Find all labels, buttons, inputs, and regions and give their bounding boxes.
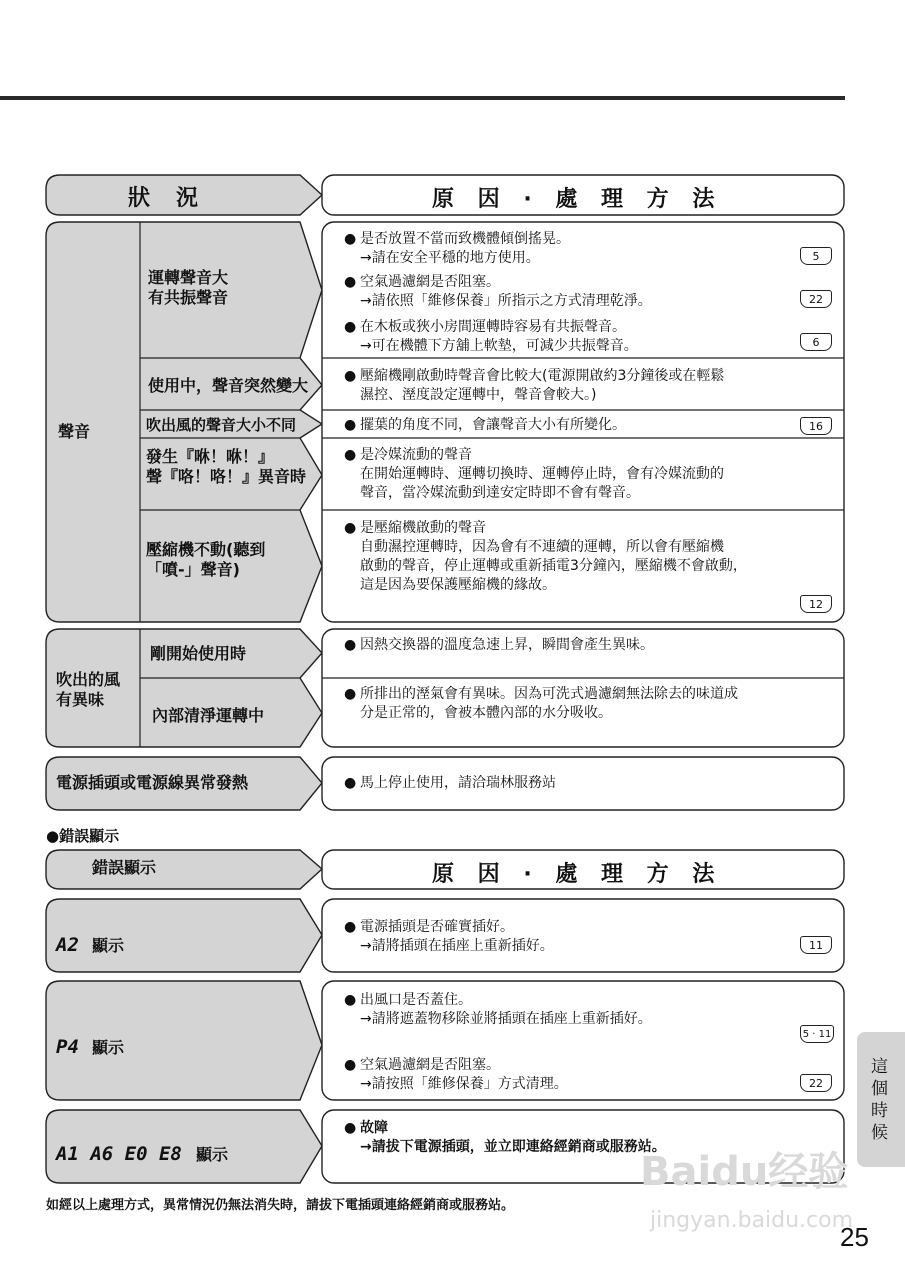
error-code: A1 A6 E0 E8: [56, 1143, 182, 1165]
t2-a2-shape: [46, 899, 322, 972]
bullet-dot: ●: [344, 417, 357, 433]
error-suffix: 顯示: [92, 936, 125, 955]
bullet-dot: ●: [344, 368, 357, 384]
cause-text: 是冷媒流動的聲音 在開始運轉時、運轉切換時、運轉停止時，會有冷媒流動的 聲音，當冷媒流動到達安定時即不會有聲音。: [360, 447, 724, 501]
t2-p4-shape: [46, 981, 322, 1100]
header-right-title: 原 因 · 處 理 方 法: [432, 187, 723, 212]
t2-header-left-shape: [46, 850, 322, 889]
cause-text: 擺葉的角度不同，會讓聲音大小有所變化。: [360, 417, 626, 433]
bullet-dot: ●: [344, 1057, 357, 1073]
cause-text: 是壓縮機啟動的聲音 自動濕控運轉時，因為會有不連續的運轉，所以會有壓縮機 啟動的聲音，停止運轉或重新插電3分鐘內，壓縮機不會啟動， 這是因為要保護壓縮機的緣故。: [360, 520, 747, 593]
cause-text: 是否放置不當而致機體傾倒搖晃。 →請在安全平穩的地方使用。: [360, 231, 570, 266]
heat-label: 電源插頭或電源線異常發熱: [56, 773, 249, 792]
cause-text: 故障 →請拔下電源插頭，並立即連絡經銷商或服務站。: [360, 1120, 666, 1155]
page-ref-book-icon: 12: [800, 595, 832, 613]
row-label: 剛開始使用時: [150, 644, 247, 663]
side-tab-label: 這個時候: [871, 1057, 888, 1143]
cause-text: 出風口是否蓋住。 →請將遮蓋物移除並將插頭在插座上重新插好。: [360, 992, 652, 1027]
side-tab[interactable]: [857, 1032, 905, 1167]
error-code: P4: [56, 1036, 79, 1058]
cause-text: 空氣過濾網是否阻塞。 →請依照「維修保養」所指示之方式清理乾淨。: [360, 274, 652, 309]
watermark-url: jingyan.baidu.com: [650, 1208, 854, 1233]
page-ref-book-icon: 22: [800, 1074, 832, 1092]
page-ref-book-icon: 22: [800, 290, 832, 308]
t2-header-left-title: 錯誤顯示: [92, 858, 157, 877]
page-ref-book-icon: 11: [800, 936, 832, 954]
bullet-dot: ●: [344, 319, 357, 335]
page-ref-book-icon: 6: [800, 333, 832, 351]
cause-text: 空氣過濾網是否阻塞。 →請按照「維修保養」方式清理。: [360, 1057, 568, 1092]
bullet-dot: ●: [344, 447, 357, 463]
row-label: 使用中，聲音突然變大: [148, 376, 309, 395]
page-number: 25: [840, 1222, 869, 1252]
watermark-logo: Baidu经验: [640, 1149, 849, 1195]
group-sound-label: 聲音: [58, 422, 91, 441]
error-code: A2: [56, 934, 79, 956]
bullet-dot: ●: [344, 775, 357, 791]
cause-text: 在木板或狹小房間運轉時容易有共振聲音。 →可在機體下方舖上軟墊，可減少共振聲音。: [360, 319, 638, 354]
page-ref-book-icon: 16: [800, 417, 832, 435]
cause-text: 因熱交換器的溫度急速上昇，瞬間會產生異味。: [360, 637, 654, 653]
error-section-title: ●錯誤顯示: [46, 827, 120, 845]
bullet-dot: ●: [344, 637, 357, 653]
footer-note: 如經以上處理方式，異常情況仍無法消失時，請拔下電插頭連絡經銷商或服務站。: [46, 1198, 515, 1213]
t2-header-right-title: 原 因 · 處 理 方 法: [432, 862, 723, 887]
bullet-dot: ●: [344, 274, 357, 290]
cause-text: 馬上停止使用，請洽瑞林服務站: [360, 775, 556, 791]
row-label: 運轉聲音大 有共振聲音: [148, 268, 229, 307]
bullet-dot: ●: [344, 686, 357, 702]
page-ref-book-icon: 5 · 11: [800, 1025, 834, 1043]
row-label: 發生『咻！咻！』 聲『咯！咯！』異音時: [146, 447, 307, 486]
bullet-dot: ●: [344, 992, 357, 1008]
bullet-dot: ●: [344, 231, 357, 247]
error-suffix: 顯示: [196, 1145, 229, 1164]
bullet-dot: ●: [344, 520, 357, 536]
cause-text: 電源插頭是否確實插好。 →請將插頭在插座上重新插好。: [360, 919, 554, 954]
bullet-dot: ●: [344, 1120, 357, 1136]
error-suffix: 顯示: [92, 1038, 125, 1057]
cause-text: 壓縮機剛啟動時聲音會比較大(電源開啟約3分鐘後或在輕鬆 濕控、溼度設定運轉中，聲音會較大。): [360, 368, 725, 403]
header-left-title: 狀 況: [128, 186, 201, 211]
cause-text: 所排出的溼氣會有異味。因為可洗式過濾網無法除去的味道成 分是正常的，會被本體內部的水分吸收。: [360, 686, 738, 721]
row-label: 吹出風的聲音大小不同: [146, 416, 297, 434]
group-smell-label: 吹出的風 有異味: [56, 670, 121, 709]
bullet-dot: ●: [344, 919, 357, 935]
page-ref-book-icon: 5: [800, 247, 832, 265]
row-label: 內部清淨運轉中: [152, 706, 265, 725]
row-label: 壓縮機不動(聽到 「噴-」聲音): [146, 540, 266, 579]
